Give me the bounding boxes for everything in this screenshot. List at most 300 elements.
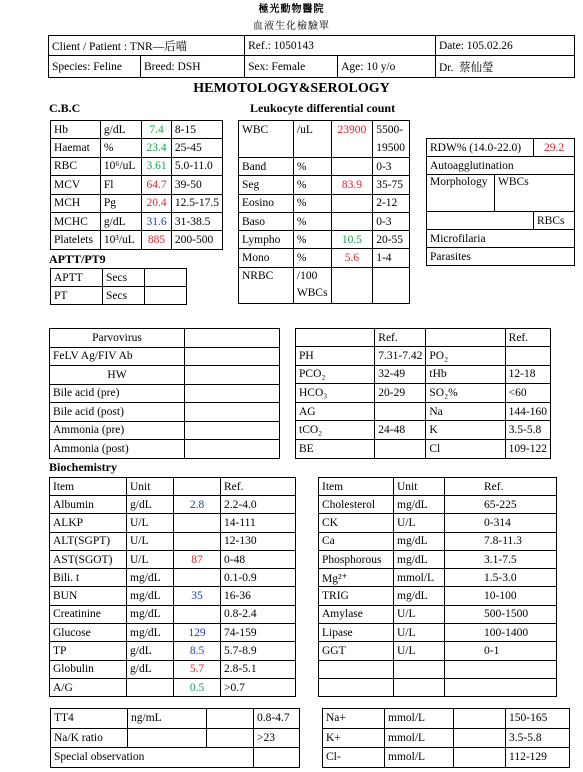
- bloodgas-left-ref: 32-49: [375, 365, 426, 384]
- biochem-ref: 0-1: [481, 642, 557, 660]
- cbc-value: 885: [142, 231, 172, 249]
- table-row: [296, 421, 551, 440]
- biochem-unit: U/L: [394, 642, 445, 660]
- biochem-ref: 2.8-5.1: [221, 660, 296, 678]
- bloodgas-right-name: SO₂%: [426, 384, 505, 403]
- nrbc-ref: [373, 267, 410, 303]
- nrbc-unit-bottom: WBCs: [296, 287, 328, 300]
- biochem-right-item-header: Item: [319, 478, 394, 496]
- leuko-unit: %: [293, 212, 331, 230]
- rbcs-cell: [534, 212, 575, 230]
- age: Age: 10 y/o: [338, 56, 436, 78]
- biochem-ref: 100-1400: [481, 624, 557, 642]
- biochem-ref: 5.7-8.9: [221, 642, 296, 660]
- biochem-item: ALT(SGPT): [50, 532, 127, 550]
- biochem-unit: U/L: [127, 550, 174, 568]
- biochem-ref: 7.8-11.3: [481, 532, 557, 550]
- table-row: [239, 212, 410, 230]
- cbc-value: 7.4: [142, 121, 172, 139]
- cbc-unit: 10³/uL: [100, 231, 141, 249]
- leuko-name: Band: [239, 158, 294, 176]
- aptt-unit: Secs: [103, 269, 145, 287]
- leuko-ref: 0-3: [373, 212, 410, 230]
- cbc-ref: 25-45: [171, 139, 222, 157]
- biochem-right-table: [318, 477, 557, 697]
- aptt-title: APTT/PT9: [49, 252, 106, 266]
- bloodgas-right-ref: 12-18: [505, 365, 550, 384]
- biochem-item: Cholesterol: [319, 496, 394, 514]
- biochem-value: [445, 569, 482, 587]
- table-row: [51, 121, 223, 139]
- serology-item: Bile acid (post): [50, 403, 185, 422]
- table-row: [296, 347, 551, 366]
- bloodgas-right-ref: 3.5-5.8: [505, 421, 550, 440]
- leuko-ref: 2-12: [373, 194, 410, 212]
- biochem-value: [445, 496, 482, 514]
- table-row: [51, 157, 223, 175]
- electrolyte-item: K+: [323, 728, 385, 748]
- table-row: [296, 384, 551, 403]
- electrolyte-unit: mmol/L: [385, 748, 454, 768]
- biochem-unit: mg/dL: [127, 624, 174, 642]
- biochem-unit: U/L: [394, 514, 445, 532]
- biochem-right-unit-header: Unit: [394, 478, 445, 496]
- biochem-item: Lipase: [319, 624, 394, 642]
- table-row: [51, 748, 300, 768]
- cbc-unit: g/dL: [100, 121, 141, 139]
- cbc-name: Hb: [51, 121, 101, 139]
- table-row: [319, 642, 557, 660]
- bloodgas-left-ref: 24-48: [375, 421, 426, 440]
- table-row: [319, 624, 557, 642]
- leuko-unit: %: [293, 249, 331, 267]
- table-row: [50, 605, 296, 623]
- serology-value: [185, 366, 280, 385]
- biochem-unit: mg/dL: [394, 550, 445, 568]
- electrolyte-value: [454, 709, 506, 729]
- biochem-ref: 0-48: [221, 550, 296, 568]
- table-row: [296, 402, 551, 421]
- aptt-value: [145, 287, 187, 305]
- main-title: HEMOTOLOGY&SEROLOGY: [193, 81, 390, 96]
- biochem-unit: g/dL: [127, 642, 174, 660]
- table-row: [296, 365, 551, 384]
- biochem-value: [445, 514, 482, 532]
- bloodgas-left-name: BE: [296, 439, 375, 458]
- table-row: [51, 709, 300, 729]
- table-row: [50, 550, 296, 568]
- cbc-ref: 5.0-11.0: [171, 157, 222, 175]
- cbc-name: MCV: [51, 176, 101, 194]
- table-row: [319, 678, 557, 696]
- biochem-item: Amylase: [319, 605, 394, 623]
- serology-value: [185, 347, 280, 366]
- cbc-name: RBC: [51, 157, 101, 175]
- biochem-value: [445, 660, 482, 678]
- rbcs-label: RBCs: [537, 214, 565, 227]
- biochem-item: AST(SGOT): [50, 550, 127, 568]
- biochem-ref: 0-314: [481, 514, 557, 532]
- doctor-name: 蔡仙瑩: [459, 61, 494, 74]
- table-row: [50, 678, 296, 696]
- serology-item: Ammonia (pre): [50, 421, 185, 440]
- form-title: 血液生化檢驗單: [253, 21, 330, 32]
- table-row: [319, 587, 557, 605]
- cbc-value: 64.7: [142, 176, 172, 194]
- table-row: [296, 439, 551, 458]
- table-row: [50, 496, 296, 514]
- nrbc-unit-top: /100: [296, 270, 318, 283]
- biochem-ref: [481, 678, 557, 696]
- biochem-value: [445, 587, 482, 605]
- tt4-value: [207, 709, 254, 729]
- rdw-value: 29.2: [534, 139, 575, 157]
- autoagglutination: Autoagglutination: [427, 157, 575, 175]
- table-row: [50, 366, 280, 385]
- electrolyte-item: Cl-: [323, 748, 385, 768]
- leuko-value: 10.5: [331, 231, 373, 249]
- wbc-ref: [373, 121, 410, 158]
- doctor-label: Dr.: [439, 61, 454, 74]
- patient-info-table: [48, 35, 575, 78]
- table-row: [50, 624, 296, 642]
- wbc-ref-low: 5500-: [376, 124, 404, 136]
- bloodgas-right-name: Cl: [426, 439, 505, 458]
- biochem-value: 87: [174, 550, 221, 568]
- biochem-item: Mg²⁺: [319, 569, 394, 587]
- bloodgas-right-name: tHb: [426, 365, 505, 384]
- cbc-ref: 12.5-17.5: [171, 194, 222, 212]
- cbc-name: MCHC: [51, 212, 101, 230]
- parasites: Parasites: [427, 248, 575, 266]
- table-row: [319, 550, 557, 568]
- nrbc-name: NRBC: [239, 267, 294, 303]
- leuko-name: Seg: [239, 176, 294, 194]
- biochem-unit: [394, 678, 445, 696]
- microfilaria: Microfilaria: [427, 230, 575, 248]
- leuko-name: Lympho: [239, 231, 294, 249]
- serology-item: Parvovirus: [50, 329, 185, 348]
- biochem-ref: 0.1-0.9: [221, 569, 296, 587]
- table-row: [51, 269, 187, 287]
- table-row: [50, 569, 296, 587]
- aptt-unit: Secs: [103, 287, 145, 305]
- cbc-unit: Fl: [100, 176, 141, 194]
- cbc-unit: 10⁶/uL: [100, 157, 141, 175]
- biochem-left-table: [49, 477, 296, 697]
- leuko-value: 5.6: [331, 249, 373, 267]
- aptt-name: APTT: [51, 269, 103, 287]
- leuko-value: [331, 158, 373, 176]
- serology-item: Ammonia (post): [50, 440, 185, 459]
- tt4-ref: [254, 748, 300, 768]
- morphology-label: Morphology: [430, 176, 488, 188]
- serology-table: [49, 328, 280, 459]
- bloodgas-left-ref: [375, 439, 426, 458]
- tt4-item: Na/K ratio: [51, 728, 128, 748]
- biochem-ref: 16-36: [221, 587, 296, 605]
- bloodgas-right-ref: 109-122: [505, 439, 550, 458]
- table-row: [239, 176, 410, 194]
- table-row: [50, 421, 280, 440]
- table-row: [51, 212, 223, 230]
- cbc-name: MCH: [51, 194, 101, 212]
- bloodgas-left-ref: [375, 402, 426, 421]
- biochem-unit: U/L: [127, 532, 174, 550]
- biochem-left-item-header: Item: [50, 478, 127, 496]
- hospital-name: 極光動物醫院: [258, 4, 325, 15]
- biochem-ref: >0.7: [221, 678, 296, 696]
- electrolyte-unit: mmol/L: [385, 709, 454, 729]
- bloodgas-left-name: PH: [296, 347, 375, 366]
- bloodgas-table: [295, 328, 551, 459]
- cbc-table: [50, 120, 223, 250]
- bloodgas-right-ref: [505, 347, 550, 366]
- table-row: [50, 532, 296, 550]
- bloodgas-ref-header-left: Ref.: [375, 329, 426, 347]
- tt4-table: [50, 708, 300, 768]
- cbc-unit: Pg: [100, 194, 141, 212]
- biochem-unit: g/dL: [127, 660, 174, 678]
- biochem-item: Creatinine: [50, 605, 127, 623]
- biochem-item: [319, 678, 394, 696]
- leuko-ref: 35-75: [373, 176, 410, 194]
- table-row: [323, 709, 570, 729]
- biochem-item: [319, 660, 394, 678]
- table-row: [51, 139, 223, 157]
- date: Date: 105.02.26: [436, 36, 575, 56]
- biochem-unit: [127, 678, 174, 696]
- aptt-value: [145, 269, 187, 287]
- biochem-value: [445, 605, 482, 623]
- electrolyte-value: [454, 728, 506, 748]
- wbc-name: WBC: [239, 121, 294, 158]
- biochem-value: [445, 532, 482, 550]
- biochem-value: [174, 605, 221, 623]
- leuko-unit: %: [293, 231, 331, 249]
- biochem-left-unit-header: Unit: [127, 478, 174, 496]
- cbc-value: 3.61: [142, 157, 172, 175]
- leuko-unit: %: [293, 158, 331, 176]
- serology-item: FeLV Ag/FIV Ab: [50, 347, 185, 366]
- doctor: [436, 56, 575, 78]
- table-row: [323, 748, 570, 768]
- biochem-value: [445, 550, 482, 568]
- serology-item: Bile acid (pre): [50, 384, 185, 403]
- table-row: [239, 231, 410, 249]
- biochem-unit: mg/dL: [394, 587, 445, 605]
- electrolyte-value: [454, 748, 506, 768]
- leuko-unit: %: [293, 176, 331, 194]
- tt4-unit: ng/mL: [128, 709, 207, 729]
- bloodgas-left-name: AG: [296, 402, 375, 421]
- cbc-value: 20.4: [142, 194, 172, 212]
- biochem-value: [445, 678, 482, 696]
- table-row: [319, 496, 557, 514]
- cbc-ref: 39-50: [171, 176, 222, 194]
- table-row: [50, 347, 280, 366]
- biochem-ref: 14-111: [221, 514, 296, 532]
- serology-value: [185, 403, 280, 422]
- nrbc-unit: [293, 267, 331, 303]
- electrolyte-table: [322, 708, 570, 768]
- table-row: [50, 642, 296, 660]
- leuko-value: [331, 194, 373, 212]
- bloodgas-left-name: PCO₂: [296, 365, 375, 384]
- biochem-ref: 2.2-4.0: [221, 496, 296, 514]
- table-row: [50, 384, 280, 403]
- table-row: [50, 403, 280, 422]
- electrolyte-unit: mmol/L: [385, 728, 454, 748]
- biochem-ref: 500-1500: [481, 605, 557, 623]
- table-row: [51, 176, 223, 194]
- biochem-ref: 3.1-7.5: [481, 550, 557, 568]
- tt4-unit: [128, 728, 207, 748]
- table-row: [319, 660, 557, 678]
- table-row: [51, 231, 223, 249]
- biochem-item: TP: [50, 642, 127, 660]
- aptt-name: PT: [51, 287, 103, 305]
- biochem-value: [174, 532, 221, 550]
- bloodgas-right-name: K: [426, 421, 505, 440]
- biochem-ref: [481, 660, 557, 678]
- bloodgas-left-name: tCO₂: [296, 421, 375, 440]
- table-row: [239, 194, 410, 212]
- bloodgas-right-ref: 144-160: [505, 402, 550, 421]
- biochem-ref: 65-225: [481, 496, 557, 514]
- leuko-ref: 0-3: [373, 158, 410, 176]
- biochem-unit: mg/dL: [127, 587, 174, 605]
- electrolyte-ref: 112-129: [506, 748, 570, 768]
- serology-item: HW: [50, 366, 185, 385]
- tt4-item: TT4: [51, 709, 128, 729]
- biochem-item: Glucose: [50, 624, 127, 642]
- leuko-value: [331, 212, 373, 230]
- cbc-value: 31.6: [142, 212, 172, 230]
- biochem-item: A/G: [50, 678, 127, 696]
- leuko-ref: 1-4: [373, 249, 410, 267]
- tt4-value: [207, 728, 254, 748]
- biochem-item: BUN: [50, 587, 127, 605]
- bloodgas-right-name: Na: [426, 402, 505, 421]
- biochemistry-title: Biochemistry: [49, 460, 117, 474]
- biochem-left-ref-header: Ref.: [221, 478, 296, 496]
- biochem-unit: U/L: [394, 605, 445, 623]
- tt4-item: Special observation: [51, 748, 207, 768]
- client-patient: Client / Patient : TNR—后喵: [49, 36, 245, 56]
- electrolyte-ref: 150-165: [506, 709, 570, 729]
- wbc-unit: /uL: [293, 121, 331, 158]
- leuko-ref: 20-55: [373, 231, 410, 249]
- table-row: [239, 249, 410, 267]
- cbc-name: Haemat: [51, 139, 101, 157]
- sex: Sex: Female: [245, 56, 338, 78]
- wbc-value: 23900: [331, 121, 373, 158]
- biochem-ref: 74-159: [221, 624, 296, 642]
- aptt-table: [50, 268, 187, 305]
- table-row: [50, 514, 296, 532]
- tt4-value: [207, 748, 254, 768]
- biochem-value: [445, 642, 482, 660]
- nrbc-value: [331, 267, 373, 303]
- cbc-value: 23.4: [142, 139, 172, 157]
- biochem-value: 0.5: [174, 678, 221, 696]
- bloodgas-right-name: PO₂: [426, 347, 505, 366]
- table-row: [51, 728, 300, 748]
- biochem-item: GGT: [319, 642, 394, 660]
- table-row: [50, 587, 296, 605]
- table-row: [239, 158, 410, 176]
- biochem-unit: U/L: [127, 514, 174, 532]
- rdw-table: [426, 138, 575, 266]
- table-row: [50, 329, 280, 348]
- biochem-value: [445, 624, 482, 642]
- biochem-value: 8.5: [174, 642, 221, 660]
- electrolyte-ref: 3.5-5.8: [506, 728, 570, 748]
- wbcs-label: WBCs: [498, 176, 529, 188]
- biochem-item: Ca: [319, 532, 394, 550]
- ref-number: Ref.: 1050143: [245, 36, 436, 56]
- morphology-cell: [427, 175, 575, 212]
- bloodgas-left-ref: 20-29: [375, 384, 426, 403]
- table-row: [50, 440, 280, 459]
- cbc-ref: 8-15: [171, 121, 222, 139]
- biochem-unit: g/dL: [127, 496, 174, 514]
- cbc-unit: %: [100, 139, 141, 157]
- biochem-unit: mg/dL: [127, 605, 174, 623]
- cbc-ref: 31-38.5: [171, 212, 222, 230]
- biochem-ref: 12-130: [221, 532, 296, 550]
- table-row: [323, 728, 570, 748]
- breed: Breed: DSH: [141, 56, 245, 78]
- serology-value: [185, 384, 280, 403]
- biochem-unit: mg/dL: [394, 496, 445, 514]
- wbc-ref-high: 19500: [376, 142, 405, 154]
- biochem-unit: mg/dL: [394, 532, 445, 550]
- bloodgas-left-name: HCO₃: [296, 384, 375, 403]
- leuko-value: 83.9: [331, 176, 373, 194]
- biochem-item: ALKP: [50, 514, 127, 532]
- leuko-name: Eosino: [239, 194, 294, 212]
- leuko-name: Mono: [239, 249, 294, 267]
- rdw-label: RDW% (14.0-22.0): [427, 139, 534, 157]
- table-row: [319, 514, 557, 532]
- leukocyte-title: Leukocyte differential count: [250, 101, 396, 115]
- cbc-name: Platelets: [51, 231, 101, 249]
- biochem-ref: 10-100: [481, 587, 557, 605]
- serology-value: [185, 421, 280, 440]
- bloodgas-left-ref: 7.31-7.42: [375, 347, 426, 366]
- biochem-value: [174, 514, 221, 532]
- biochem-right-ref-header: Ref.: [481, 478, 557, 496]
- electrolyte-item: Na+: [323, 709, 385, 729]
- leukocyte-table: [238, 120, 410, 304]
- cbc-ref: 200-500: [171, 231, 222, 249]
- table-row: [319, 532, 557, 550]
- leuko-name: Baso: [239, 212, 294, 230]
- biochem-ref: 0.8-2.4: [221, 605, 296, 623]
- biochem-item: Phosphorous: [319, 550, 394, 568]
- biochem-item: TRIG: [319, 587, 394, 605]
- biochem-unit: mg/dL: [127, 569, 174, 587]
- biochem-ref: 1.5-3.0: [481, 569, 557, 587]
- biochem-item: Albumin: [50, 496, 127, 514]
- biochem-value: 5.7: [174, 660, 221, 678]
- bloodgas-right-ref: <60: [505, 384, 550, 403]
- serology-value: [185, 440, 280, 459]
- serology-value: [185, 329, 280, 348]
- leuko-unit: %: [293, 194, 331, 212]
